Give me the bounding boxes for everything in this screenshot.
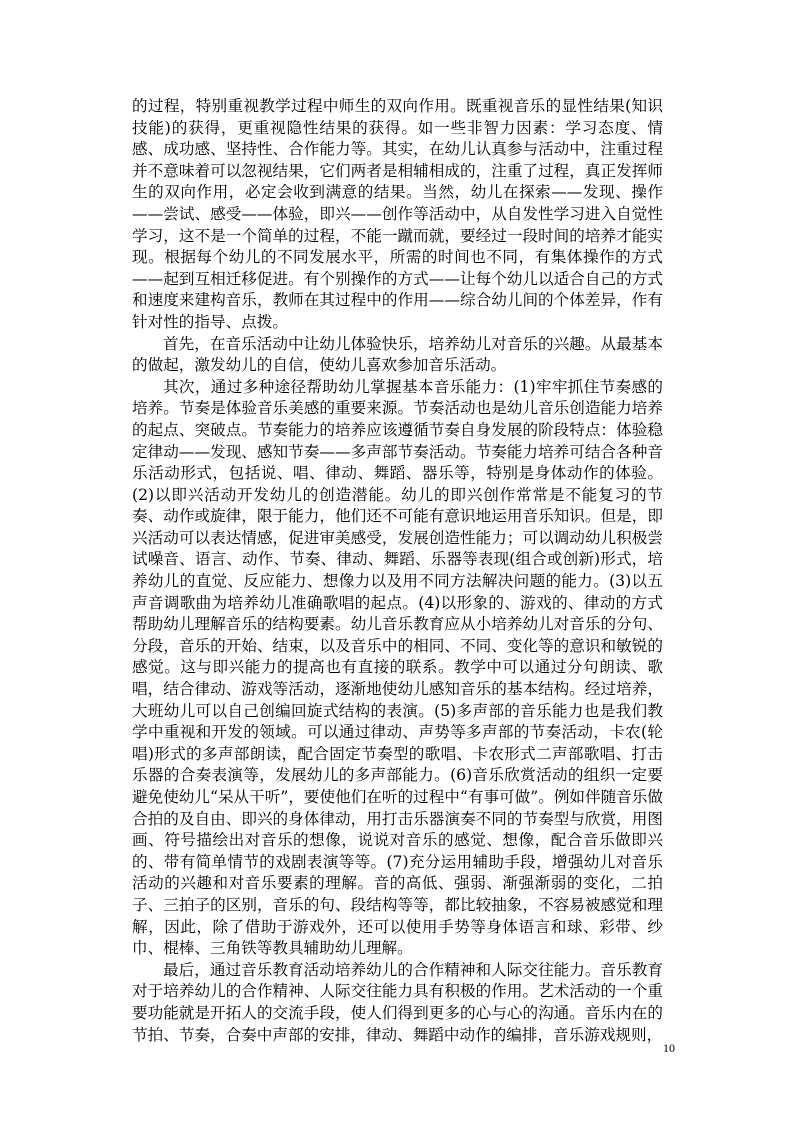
paragraph-last-cooperation: 最后，通过音乐教育活动培养幼儿的合作精神和人际交往能力。音乐教育对于培养幼儿的合作精神、人际交往能力具有积极的作用。艺术活动的一个重要功能就是开拓人的交流手段，使人们得到更多的心与心的沟通。音乐内在的节拍、节奏，合奏中声部的安排，律动、舞蹈中动作的编排，音乐游戏规则， (132, 960, 663, 1044)
page-number: 10 (663, 1041, 675, 1055)
paragraph-first-enjoyment: 首先，在音乐活动中让幼儿体验快乐，培养幼儿对音乐的兴趣。从最基本的做起，激发幼儿的自信，使幼儿喜欢参加音乐活动。 (132, 334, 663, 375)
paragraph-process-emphasis: 的过程，特别重视教学过程中师生的双向作用。既重视音乐的显性结果(知识技能)的获得，更重视隐性结果的获得。如一些非智力因素：学习态度、情感、成功感、坚持性、合作能力等。其实，在幼儿认真参与活动中，注重过程并不意味着可以忽视结果，它们两者是相辅相成的，注重了过程，真正发挥师生的双向作用，必定会收到满意的结果。当然，幼儿在探索——发现、操作——尝试、感受——体验，即兴——创作等活动中，从自发性学习进入自觉性学习，这不是一个简单的过程，不能一蹴而就，要经过一段时间的培养才能实现。根据每个幼儿的不同发展水平，所需的时间也不同，有集体操作的方式——起到互相迁移促进。有个别操作的方式——让每个幼儿以适合自己的方式和速度来建构音乐，教师在其过程中的作用——综合幼儿间的个体差异，作有针对性的指导、点拨。 (132, 97, 663, 331)
paragraph-second-abilities: 其次，通过多种途径帮助幼儿掌握基本音乐能力：(1)牢牢抓住节奏感的培养。节奏是体验音乐美感的重要来源。节奏活动也是幼儿音乐创造能力培养的起点、突破点。节奏能力的培养应该遵循节奏自身发展的阶段特点：体验稳定律动——发现、感知节奏——多声部节奏活动。节奏能力培养可结合各种音乐活动形式，包括说、唱、律动、舞蹈、器乐等，特别是身体动作的体验。(2)以即兴活动开发幼儿的创造潜能。幼儿的即兴创作常常是不能复习的节奏、动作或旋律，限于能力，他们还不可能有意识地运用音乐知识。但是，即兴活动可以表达情感，促进审美感受，发展创造性能力；可以调动幼儿积极尝试噪音、语言、动作、节奏、律动、舞蹈、乐器等表现(组合或创新)形式，培养幼儿的直觉、反应能力、想像力以及用不同方法解决问题的能力。(3)以五声音调歌曲为培养幼儿准确歌唱的起点。(4)以形象的、游戏的、律动的方式帮助幼儿理解音乐的结构要素。幼儿音乐教育应从小培养幼儿对音乐的分句、分段，音乐的开始、结束，以及音乐中的相同、不同、变化等的意识和敏锐的感觉。这与即兴能力的提高也有直接的联系。教学中可以通过分句朗读、歌唱，结合律动、游戏等活动，逐渐地使幼儿感知音乐的基本结构。经过培养，大班幼儿可以自己创编回旋式结构的表演。(5)多声部的音乐能力也是我们教学中重视和开发的领域。可以通过律动、声势等多声部的节奏活动，卡农(轮唱)形式的多声部朗读，配合固定节奏型的歌唱、卡农形式二声部歌唱、打击乐器的合奏表演等，发展幼儿的多声部能力。(6)音乐欣赏活动的组织一定要避免使幼儿“呆从干听”，要使他们在听的过程中“有事可做”。例如伴随音乐做合拍的及自由、即兴的身体律动，用打击乐器演奏不同的节奏型与欣赏，用图画、符号描绘出对音乐的想像，说说对音乐的感觉、想像，配合音乐做即兴的、带有简单情节的戏剧表演等等。(7)充分运用辅助手段，增强幼儿对音乐活动的兴趣和对音乐要素的理解。音的高低、强弱、渐强渐弱的变化，二拍子、三拍子的区别，音乐的句、段结构等等，都比较抽象，不容易被感觉和理解，因此，除了借助于游戏外，还可以使用手势等身体语言和球、彩带、纱巾、棍棒、三角铁等教具辅助幼儿理解。 (132, 377, 663, 958)
document-body (132, 96, 663, 1046)
